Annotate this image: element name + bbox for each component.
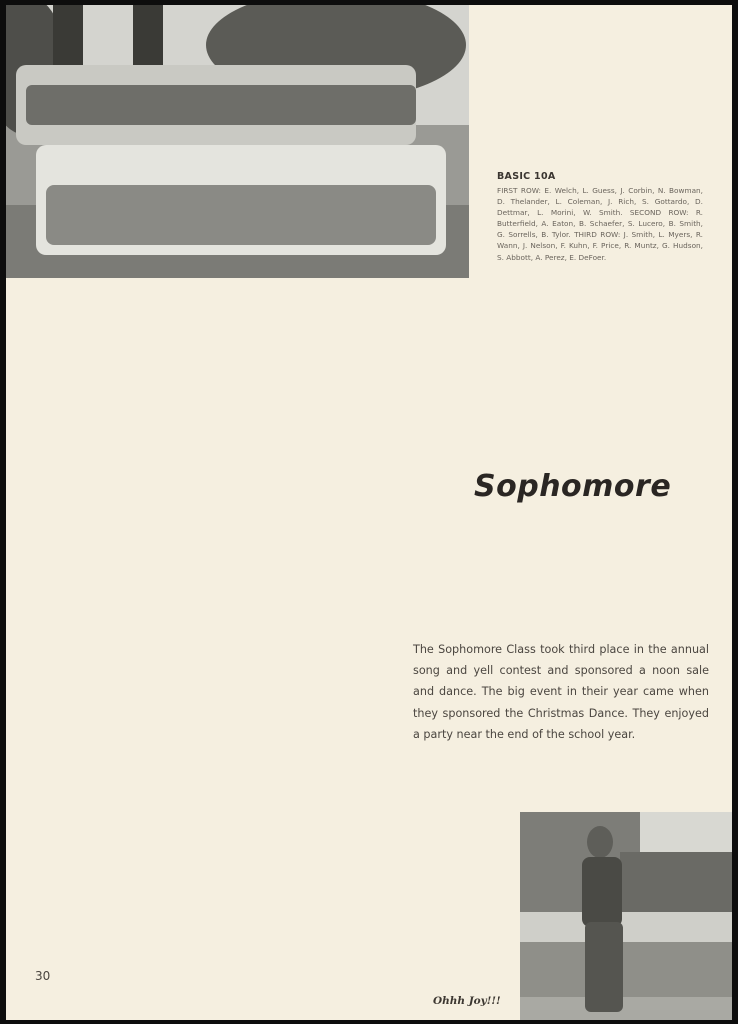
- candid-photo-caption: Ohhh Joy!!!: [433, 995, 501, 1007]
- caption-names: FIRST ROW: E. Welch, L. Guess, J. Corbin, N. Bowman, D. Thelander, L. Coleman, J. Rich, S. Gottardo, D. Dettmar, L. Morini, W. Smith. SECOND ROW: R. Butterfield, A. Eaton, B. Schaefer, S. Lucero, B. Smith, G. Sorrells, B. Tylor. THIRD ROW: J. Smith, L. Myers, R. Wann, J. Nelson, F. Kuhn, F. Price, R. Muntz, G. Hudson, S. Abbott, A. Perez, E. DeFoer.: [497, 186, 703, 262]
- candid-photo: [520, 812, 732, 1020]
- yearbook-page: [6, 5, 732, 1020]
- class-group-photo: [6, 5, 469, 278]
- candid-photo-image: [520, 812, 732, 1020]
- caption-title: BASIC 10A: [497, 171, 556, 182]
- page-number: 30: [35, 969, 51, 983]
- group-photo-caption: [497, 171, 703, 263]
- group-photo-image: [6, 5, 469, 278]
- class-summary-paragraph: The Sophomore Class took third place in the annual song and yell contest and sponsored a noon sale and dance. The big event in their year came when they sponsored the Christmas Dance. They enjoyed a party near the end of the school year.: [413, 643, 709, 741]
- section-heading: Sophomore: [474, 469, 672, 504]
